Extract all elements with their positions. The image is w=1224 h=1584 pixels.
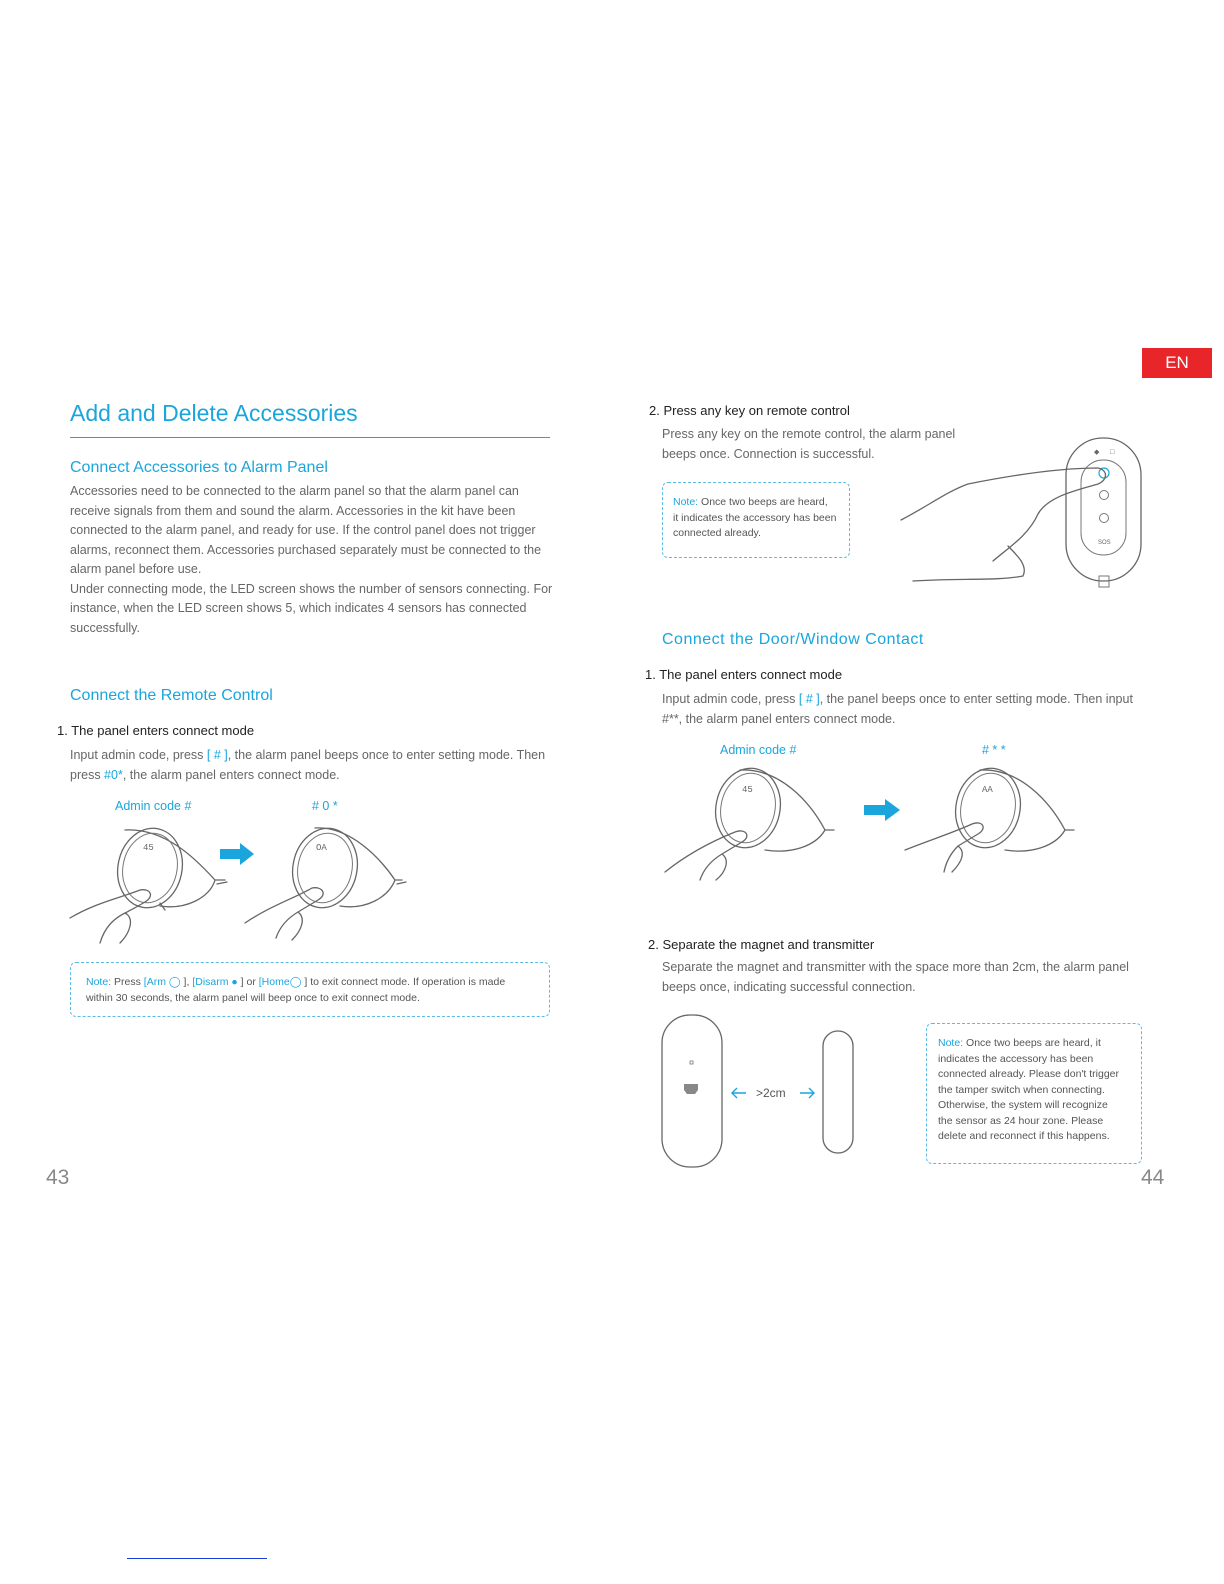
label-admin-code: Admin code # bbox=[720, 743, 797, 757]
panel-display: 45 bbox=[143, 843, 154, 853]
page-number-right: 44 bbox=[1141, 1166, 1165, 1189]
home-button-icon bbox=[1100, 514, 1109, 523]
body-line: alarms, reconnect them. Accessories purchased separately must be connected to the bbox=[70, 542, 542, 557]
title-divider bbox=[70, 437, 550, 438]
section-heading-door-window: Connect the Door/Window Contact bbox=[662, 631, 924, 648]
step-body: Input admin code, press [ # ], the alarm panel beeps once to enter setting mode. Then press #0*, the alarm panel enters connect mode. bbox=[70, 748, 546, 782]
home-icon: ◯ bbox=[289, 976, 302, 988]
panel-display: AA bbox=[982, 785, 993, 795]
page-number-left: 43 bbox=[46, 1166, 70, 1189]
language-tab: EN bbox=[1142, 348, 1212, 378]
key-code: #0* bbox=[104, 767, 123, 782]
key-hash: [ # ] bbox=[206, 748, 228, 762]
magnet-body bbox=[823, 1031, 853, 1153]
arrow-left-icon bbox=[732, 1088, 746, 1098]
step-title: 2. Separate the magnet and transmitter bbox=[648, 937, 875, 952]
transmitter-led-icon bbox=[690, 1061, 693, 1064]
label-admin-code: Admin code # bbox=[115, 799, 192, 813]
remote-control-illustration bbox=[898, 436, 1148, 588]
footer-line bbox=[127, 1558, 267, 1559]
unlock-icon: ● bbox=[228, 976, 238, 988]
sos-label: SOS bbox=[1098, 540, 1111, 546]
disarm-button-icon bbox=[1100, 491, 1109, 500]
alarm-panel-illustration bbox=[240, 818, 420, 953]
body-line: receive signals from them and sound the alarm. Accessories in the kit have been bbox=[70, 503, 516, 518]
note-box-exit-connect: Note: Press [Arm ◯ ], [Disarm ● ] or [Home◯ ] to exit connect mode. If operation is made within 30 seconds, the alarm panel will beep once to exit connect mode. bbox=[70, 962, 550, 1017]
lock-icon: ◯ bbox=[165, 976, 181, 988]
panel-display: OA bbox=[316, 843, 327, 853]
step-body: Press any key on the remote control, the alarm panel beeps once. Connection is successful. bbox=[662, 427, 956, 461]
note-box-tamper: Note: Once two beeps are heard, it indicates the accessory has been connected already. Please don't trigger the tamper switch when connecting. Otherwise, the system will recognize the sensor as 24 hour zone. Please delete and reconnect if this happens. bbox=[926, 1023, 1142, 1164]
step-title: 2. Press any key on remote control bbox=[649, 403, 850, 418]
body-line: Accessories need to be connected to the alarm panel so that the alarm panel can bbox=[70, 484, 519, 498]
key-hash: [ # ] bbox=[798, 692, 820, 706]
label-code-sequence: # 0 * bbox=[312, 799, 338, 813]
arm-button-icon bbox=[1099, 468, 1109, 478]
section-body-connect-accessories bbox=[70, 482, 560, 638]
step-body: Input admin code, press [ # ], the panel beeps once to enter setting mode. Then input #**, the alarm panel enters connect mode. bbox=[662, 692, 1133, 726]
body-line: Under connecting mode, the LED screen shows the number of sensors connecting. For bbox=[70, 581, 553, 596]
step-body: Separate the magnet and transmitter with the space more than 2cm, the alarm panel beeps once, indicating successful connection. bbox=[662, 960, 1129, 994]
body-line: alarm panel before use. bbox=[70, 562, 202, 576]
label-code-sequence: # * * bbox=[982, 743, 1006, 757]
door-sensor-illustration bbox=[660, 1012, 860, 1172]
note-box-two-beeps: Note: Once two beeps are heard, it indicates the accessory has been connected already. bbox=[662, 482, 850, 558]
arrow-right-icon bbox=[800, 1088, 814, 1098]
alarm-panel-illustration bbox=[900, 762, 1080, 884]
distance-label: >2cm bbox=[756, 1086, 786, 1100]
remote-led-icon: ◆ bbox=[1094, 449, 1100, 456]
body-line: instance, when the LED screen shows 5, which indicates 4 sensors has connected bbox=[70, 601, 527, 615]
section-heading-remote-control: Connect the Remote Control bbox=[70, 687, 273, 704]
body-line: successfully. bbox=[70, 620, 140, 635]
alarm-panel-illustration bbox=[660, 762, 840, 884]
arrow-right-icon bbox=[864, 799, 900, 821]
page-title: Add and Delete Accessories bbox=[70, 400, 358, 426]
tamper-icon bbox=[684, 1084, 698, 1094]
section-heading-connect-accessories: Connect Accessories to Alarm Panel bbox=[70, 459, 328, 476]
step-title: 1. The panel enters connect mode bbox=[57, 723, 255, 738]
body-line: connected to the alarm panel, and ready for use. If the control panel does not trigger bbox=[70, 523, 536, 537]
step-title: 1. The panel enters connect mode bbox=[645, 667, 843, 682]
panel-display: 45 bbox=[742, 785, 753, 795]
remote-led-icon: □ bbox=[1110, 449, 1115, 456]
alarm-panel-illustration bbox=[65, 818, 245, 953]
